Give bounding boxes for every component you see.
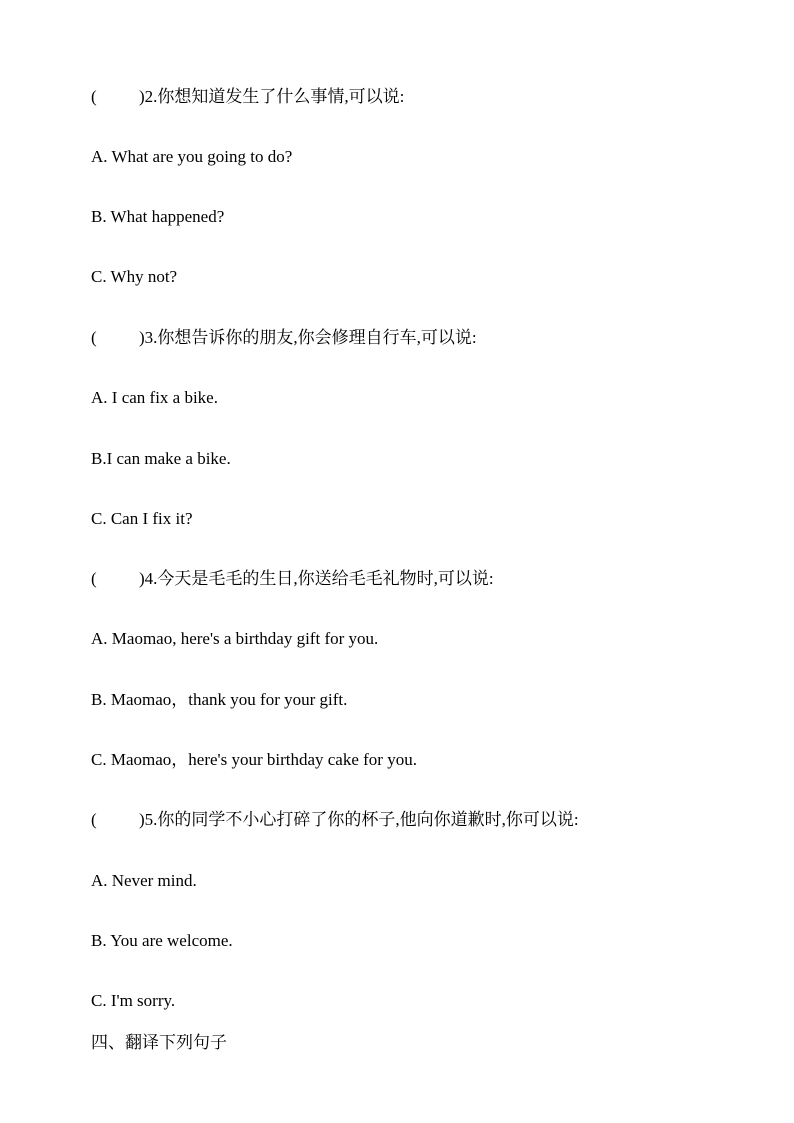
question-4-option-a: A. Maomao, here's a birthday gift for you. (91, 629, 379, 648)
question-5-stem (91, 809, 579, 831)
question-2-option-b: B. What happened? (91, 207, 225, 226)
answer-blank-open: ( (91, 810, 97, 829)
question-5-option-b: B. You are welcome. (91, 931, 233, 950)
question-2-option-c: C. Why not? (91, 267, 178, 286)
question-2-option-a: A. What are you going to do? (91, 147, 293, 166)
answer-blank-open: ( (91, 87, 97, 106)
question-4-option-c: C. Maomao，here's your birthday cake for you. (91, 750, 417, 769)
answer-blank-close: ) (139, 328, 145, 347)
answer-blank-close: ) (139, 87, 145, 106)
question-3-option-c: C. Can I fix it? (91, 509, 193, 528)
question-text: 2.你想知道发生了什么事情,可以说: (144, 87, 405, 106)
question-3-stem (91, 327, 477, 349)
question-5-option-a: A. Never mind. (91, 871, 197, 890)
question-2-stem (91, 86, 404, 108)
question-3-option-b: B.I can make a bike. (91, 449, 231, 468)
question-4-stem (91, 568, 494, 590)
answer-blank-close: ) (139, 569, 145, 588)
question-4-option-b: B. Maomao，thank you for your gift. (91, 690, 348, 709)
answer-blank-close: ) (139, 810, 145, 829)
section-heading: 四、翻译下列句子 (91, 1033, 227, 1053)
question-text: 5.你的同学不小心打碎了你的杯子,他向你道歉时,你可以说: (144, 810, 579, 829)
question-text: 3.你想告诉你的朋友,你会修理自行车,可以说: (144, 328, 477, 347)
answer-blank-open: ( (91, 328, 97, 347)
question-text: 4.今天是毛毛的生日,你送给毛毛礼物时,可以说: (144, 569, 494, 588)
question-3-option-a: A. I can fix a bike. (91, 388, 218, 407)
answer-blank-open: ( (91, 569, 97, 588)
question-5-option-c: C. I'm sorry. (91, 991, 176, 1010)
